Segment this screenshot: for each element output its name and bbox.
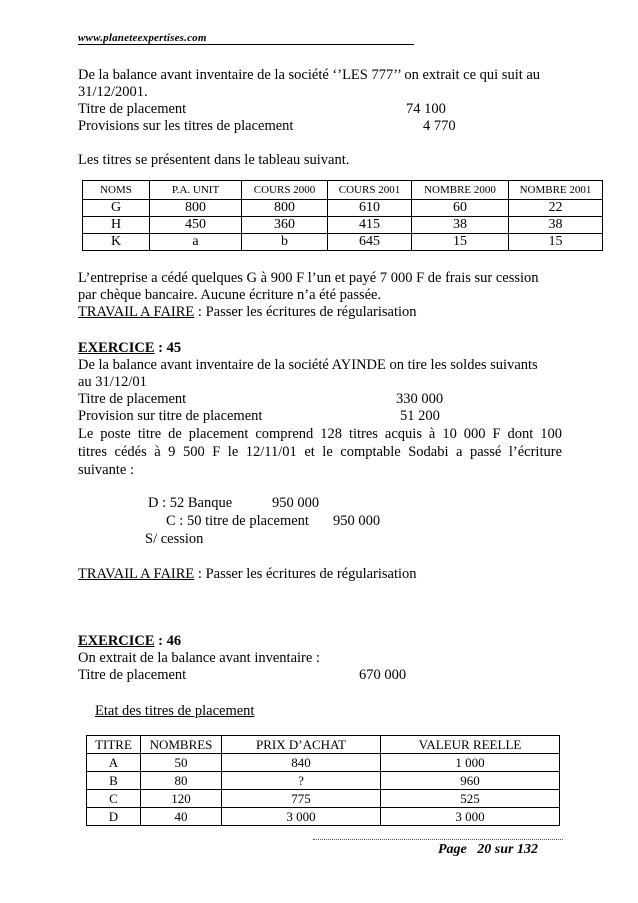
ex44-line1-label: Titre de placement: [78, 101, 187, 117]
ex46-title: [78, 633, 181, 650]
table-header-cell: TITRE: [87, 736, 141, 754]
task-label: TRAVAIL A FAIRE: [78, 304, 195, 320]
table-header-cell: COURS 2001: [328, 181, 412, 200]
table-cell: 3 000: [381, 808, 560, 826]
ex44-intro-line2: 31/12/2001.: [78, 84, 148, 100]
table-cell: 960: [381, 772, 560, 790]
footer-rule: [313, 839, 563, 840]
table-cell: H: [83, 217, 150, 234]
table-cell: 525: [381, 790, 560, 808]
table-row: [87, 772, 560, 790]
header-rule: [78, 44, 414, 45]
table-cell: 645: [328, 234, 412, 251]
ex45-line1-label: Titre de placement: [78, 391, 187, 407]
table-cell: a: [150, 234, 242, 251]
table-cell: 800: [150, 200, 242, 217]
table-row: [83, 217, 603, 234]
ex46-line1-label: Titre de placement: [78, 667, 187, 683]
exercise-label: EXERCICE: [78, 633, 155, 649]
ex46-line1-value: 670 000: [359, 667, 407, 683]
table-cell: 15: [412, 234, 509, 251]
table-header-cell: VALEUR REELLE: [381, 736, 560, 754]
table-header-cell: P.A. UNIT: [150, 181, 242, 200]
ex45-line2-value: 51 200: [400, 408, 440, 424]
table-cell: K: [83, 234, 150, 251]
table-cell: 360: [242, 217, 328, 234]
table-cell: 450: [150, 217, 242, 234]
task-text: : Passer les écritures de régularisation: [194, 566, 417, 582]
table-header-cell: PRIX D’ACHAT: [222, 736, 381, 754]
table-cell: 38: [509, 217, 603, 234]
table-cell: 610: [328, 200, 412, 217]
ex44-table-intro: Les titres se présentent dans le tableau suivant.: [78, 152, 350, 168]
table-cell: 40: [141, 808, 222, 826]
table-cell: b: [242, 234, 328, 251]
table-row: [83, 200, 603, 217]
ex44-line2-label: Provisions sur les titres de placement: [78, 118, 294, 134]
table-cell: 38: [412, 217, 509, 234]
task-text: : Passer les écritures de régularisation: [194, 304, 417, 320]
table-cell: ?: [222, 772, 381, 790]
table-row: [87, 754, 560, 772]
ex45-intro-line2: au 31/12/01: [78, 374, 147, 390]
ex46-table-title: Etat des titres de placement: [95, 703, 255, 719]
ex45-line2-label: Provision sur titre de placement: [78, 408, 263, 424]
table-cell: 50: [141, 754, 222, 772]
table-cell: 120: [141, 790, 222, 808]
ex45-task: [78, 566, 417, 583]
ex45-line1-value: 330 000: [396, 391, 444, 407]
table-row: [87, 808, 560, 826]
table-cell: D: [87, 808, 141, 826]
ex45-para-line2: titres cédés à 9 500 F le 12/11/01 et le comptable Sodabi a passé l’écriture: [78, 444, 562, 460]
table-header-cell: NOMBRES: [141, 736, 222, 754]
exercise-number: : 46: [154, 633, 182, 649]
table-header-cell: NOMBRE 2001: [509, 181, 603, 200]
table-header-cell: NOMBRE 2000: [412, 181, 509, 200]
securities-table: [86, 735, 560, 826]
titles-table: [82, 180, 603, 251]
site-url: www.planeteexpertises.com: [78, 32, 207, 44]
table-cell: 22: [509, 200, 603, 217]
ex45-para-line1: Le poste titre de placement comprend 128 titres acquis à 10 000 F dont 100: [78, 426, 562, 442]
ex44-text-line2: par chèque bancaire. Aucune écriture n’a été passée.: [78, 287, 382, 303]
table-cell: 415: [328, 217, 412, 234]
table-header-cell: COURS 2000: [242, 181, 328, 200]
exercise-number: : 45: [154, 340, 182, 356]
table-cell: 1 000: [381, 754, 560, 772]
ex44-line2-value: 4 770: [423, 118, 456, 134]
table-cell: G: [83, 200, 150, 217]
entry-debit: D : 52 Banque: [148, 495, 233, 511]
table-cell: 15: [509, 234, 603, 251]
table-cell: C: [87, 790, 141, 808]
ex44-text-line1: L’entreprise a cédé quelques G à 900 F l’un et payé 7 000 F de frais sur cession: [78, 270, 539, 286]
entry-credit-amount: 950 000: [333, 513, 381, 529]
table-cell: 775: [222, 790, 381, 808]
table-cell: 840: [222, 754, 381, 772]
table-cell: A: [87, 754, 141, 772]
table-cell: 800: [242, 200, 328, 217]
table-cell: 60: [412, 200, 509, 217]
entry-label: S/ cession: [145, 531, 204, 547]
ex44-task: [78, 304, 417, 321]
entry-credit: C : 50 titre de placement: [166, 513, 309, 529]
ex44-line1-value: 74 100: [406, 101, 446, 117]
task-label: TRAVAIL A FAIRE: [78, 566, 195, 582]
ex45-title: [78, 340, 181, 357]
table-row: [83, 234, 603, 251]
ex46-intro: On extrait de la balance avant inventaire :: [78, 650, 320, 666]
ex44-intro-line1: De la balance avant inventaire de la société ‘’LES 777’’ on extrait ce qui suit au: [78, 67, 541, 83]
table-header-cell: NOMS: [83, 181, 150, 200]
table-cell: 3 000: [222, 808, 381, 826]
table-cell: B: [87, 772, 141, 790]
ex45-intro-line1: De la balance avant inventaire de la société AYINDE on tire les soldes suivants: [78, 357, 538, 373]
table-cell: 80: [141, 772, 222, 790]
ex45-para-line3: suivante :: [78, 462, 134, 478]
page-number: Page 20 sur 132: [438, 842, 538, 857]
entry-debit-amount: 950 000: [272, 495, 320, 511]
table-row: [87, 790, 560, 808]
exercise-label: EXERCICE: [78, 340, 155, 356]
